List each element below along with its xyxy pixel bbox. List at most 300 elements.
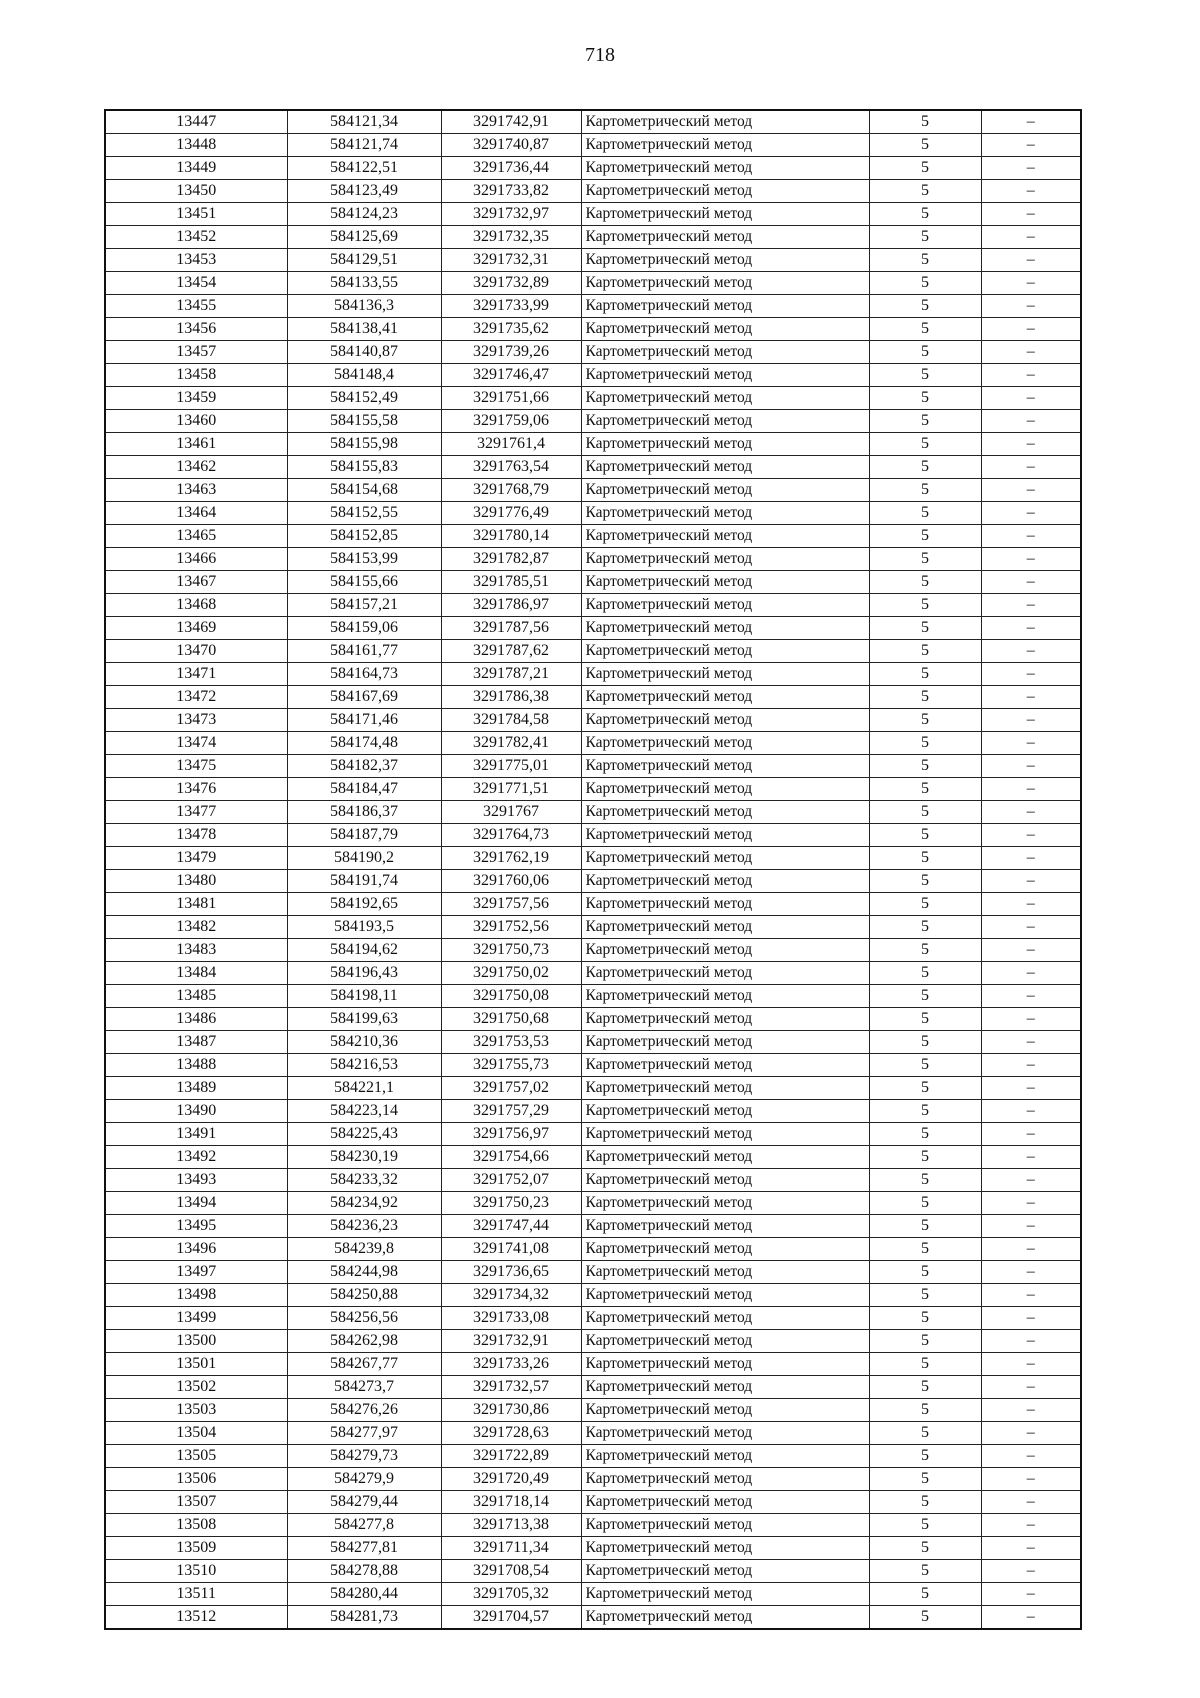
table-row (105, 180, 1081, 203)
accuracy-cell: 5 (869, 686, 981, 709)
point-number-cell: 13487 (105, 1031, 287, 1054)
table-row (105, 801, 1081, 824)
y-coordinate-cell: 3291711,34 (441, 1537, 581, 1560)
point-number-cell: 13496 (105, 1238, 287, 1261)
description-cell: – (981, 110, 1081, 134)
method-cell: Картометрический метод (581, 916, 869, 939)
x-coordinate-cell: 584157,21 (287, 594, 441, 617)
method-cell: Картометрический метод (581, 617, 869, 640)
description-cell: – (981, 962, 1081, 985)
accuracy-cell: 5 (869, 571, 981, 594)
method-cell: Картометрический метод (581, 272, 869, 295)
y-coordinate-cell: 3291735,62 (441, 318, 581, 341)
description-cell: – (981, 571, 1081, 594)
description-cell: – (981, 893, 1081, 916)
description-cell: – (981, 134, 1081, 157)
accuracy-cell: 5 (869, 778, 981, 801)
accuracy-cell: 5 (869, 594, 981, 617)
point-number-cell: 13453 (105, 249, 287, 272)
x-coordinate-cell: 584182,37 (287, 755, 441, 778)
y-coordinate-cell: 3291771,51 (441, 778, 581, 801)
method-cell: Картометрический метод (581, 134, 869, 157)
method-cell: Картометрический метод (581, 157, 869, 180)
y-coordinate-cell: 3291757,56 (441, 893, 581, 916)
method-cell: Картометрический метод (581, 1445, 869, 1468)
method-cell: Картометрический метод (581, 433, 869, 456)
method-cell: Картометрический метод (581, 1123, 869, 1146)
accuracy-cell: 5 (869, 1537, 981, 1560)
method-cell: Картометрический метод (581, 686, 869, 709)
point-number-cell: 13467 (105, 571, 287, 594)
y-coordinate-cell: 3291718,14 (441, 1491, 581, 1514)
y-coordinate-cell: 3291755,73 (441, 1054, 581, 1077)
point-number-cell: 13495 (105, 1215, 287, 1238)
y-coordinate-cell: 3291752,56 (441, 916, 581, 939)
accuracy-cell: 5 (869, 1123, 981, 1146)
point-number-cell: 13465 (105, 525, 287, 548)
method-cell: Картометрический метод (581, 1077, 869, 1100)
y-coordinate-cell: 3291753,53 (441, 1031, 581, 1054)
y-coordinate-cell: 3291784,58 (441, 709, 581, 732)
table-row (105, 1514, 1081, 1537)
point-number-cell: 13508 (105, 1514, 287, 1537)
x-coordinate-cell: 584198,11 (287, 985, 441, 1008)
method-cell: Картометрический метод (581, 502, 869, 525)
y-coordinate-cell: 3291733,26 (441, 1353, 581, 1376)
table-row (105, 1008, 1081, 1031)
method-cell: Картометрический метод (581, 1353, 869, 1376)
table-row (105, 663, 1081, 686)
x-coordinate-cell: 584250,88 (287, 1284, 441, 1307)
description-cell: – (981, 1192, 1081, 1215)
accuracy-cell: 5 (869, 962, 981, 985)
point-number-cell: 13476 (105, 778, 287, 801)
y-coordinate-cell: 3291750,68 (441, 1008, 581, 1031)
method-cell: Картометрический метод (581, 548, 869, 571)
description-cell: – (981, 479, 1081, 502)
description-cell: – (981, 1422, 1081, 1445)
point-number-cell: 13504 (105, 1422, 287, 1445)
x-coordinate-cell: 584152,55 (287, 502, 441, 525)
accuracy-cell: 5 (869, 456, 981, 479)
method-cell: Картометрический метод (581, 1261, 869, 1284)
description-cell: – (981, 1261, 1081, 1284)
x-coordinate-cell: 584155,66 (287, 571, 441, 594)
accuracy-cell: 5 (869, 1238, 981, 1261)
accuracy-cell: 5 (869, 1606, 981, 1630)
accuracy-cell: 5 (869, 180, 981, 203)
description-cell: – (981, 709, 1081, 732)
x-coordinate-cell: 584191,74 (287, 870, 441, 893)
table-row (105, 134, 1081, 157)
y-coordinate-cell: 3291736,65 (441, 1261, 581, 1284)
x-coordinate-cell: 584192,65 (287, 893, 441, 916)
accuracy-cell: 5 (869, 387, 981, 410)
accuracy-cell: 5 (869, 1146, 981, 1169)
x-coordinate-cell: 584279,9 (287, 1468, 441, 1491)
method-cell: Картометрический метод (581, 249, 869, 272)
table-row (105, 1123, 1081, 1146)
point-number-cell: 13507 (105, 1491, 287, 1514)
description-cell: – (981, 1445, 1081, 1468)
accuracy-cell: 5 (869, 1422, 981, 1445)
accuracy-cell: 5 (869, 847, 981, 870)
point-number-cell: 13455 (105, 295, 287, 318)
description-cell: – (981, 525, 1081, 548)
point-number-cell: 13479 (105, 847, 287, 870)
accuracy-cell: 5 (869, 410, 981, 433)
method-cell: Картометрический метод (581, 847, 869, 870)
y-coordinate-cell: 3291787,56 (441, 617, 581, 640)
accuracy-cell: 5 (869, 226, 981, 249)
point-number-cell: 13509 (105, 1537, 287, 1560)
y-coordinate-cell: 3291733,99 (441, 295, 581, 318)
method-cell: Картометрический метод (581, 226, 869, 249)
accuracy-cell: 5 (869, 110, 981, 134)
x-coordinate-cell: 584153,99 (287, 548, 441, 571)
description-cell: – (981, 1353, 1081, 1376)
point-number-cell: 13475 (105, 755, 287, 778)
y-coordinate-cell: 3291708,54 (441, 1560, 581, 1583)
accuracy-cell: 5 (869, 1376, 981, 1399)
description-cell: – (981, 548, 1081, 571)
point-number-cell: 13469 (105, 617, 287, 640)
description-cell: – (981, 686, 1081, 709)
x-coordinate-cell: 584244,98 (287, 1261, 441, 1284)
description-cell: – (981, 663, 1081, 686)
method-cell: Картометрический метод (581, 341, 869, 364)
description-cell: – (981, 1307, 1081, 1330)
point-number-cell: 13454 (105, 272, 287, 295)
point-number-cell: 13488 (105, 1054, 287, 1077)
x-coordinate-cell: 584136,3 (287, 295, 441, 318)
method-cell: Картометрический метод (581, 1537, 869, 1560)
x-coordinate-cell: 584225,43 (287, 1123, 441, 1146)
point-number-cell: 13498 (105, 1284, 287, 1307)
description-cell: – (981, 1491, 1081, 1514)
table-row (105, 364, 1081, 387)
x-coordinate-cell: 584124,23 (287, 203, 441, 226)
table-row (105, 1583, 1081, 1606)
description-cell: – (981, 456, 1081, 479)
x-coordinate-cell: 584279,44 (287, 1491, 441, 1514)
x-coordinate-cell: 584199,63 (287, 1008, 441, 1031)
method-cell: Картометрический метод (581, 1491, 869, 1514)
table-row (105, 479, 1081, 502)
y-coordinate-cell: 3291742,91 (441, 110, 581, 134)
table-row (105, 778, 1081, 801)
y-coordinate-cell: 3291732,57 (441, 1376, 581, 1399)
accuracy-cell: 5 (869, 525, 981, 548)
table-row (105, 249, 1081, 272)
point-number-cell: 13448 (105, 134, 287, 157)
point-number-cell: 13500 (105, 1330, 287, 1353)
table-row (105, 640, 1081, 663)
x-coordinate-cell: 584152,49 (287, 387, 441, 410)
description-cell: – (981, 341, 1081, 364)
point-number-cell: 13510 (105, 1560, 287, 1583)
accuracy-cell: 5 (869, 1008, 981, 1031)
table-row (105, 502, 1081, 525)
accuracy-cell: 5 (869, 341, 981, 364)
y-coordinate-cell: 3291739,26 (441, 341, 581, 364)
x-coordinate-cell: 584129,51 (287, 249, 441, 272)
y-coordinate-cell: 3291751,66 (441, 387, 581, 410)
x-coordinate-cell: 584221,1 (287, 1077, 441, 1100)
method-cell: Картометрический метод (581, 1146, 869, 1169)
x-coordinate-cell: 584133,55 (287, 272, 441, 295)
x-coordinate-cell: 584155,58 (287, 410, 441, 433)
method-cell: Картометрический метод (581, 387, 869, 410)
description-cell: – (981, 387, 1081, 410)
y-coordinate-cell: 3291728,63 (441, 1422, 581, 1445)
x-coordinate-cell: 584277,97 (287, 1422, 441, 1445)
point-number-cell: 13484 (105, 962, 287, 985)
method-cell: Картометрический метод (581, 1031, 869, 1054)
x-coordinate-cell: 584210,36 (287, 1031, 441, 1054)
description-cell: – (981, 1330, 1081, 1353)
x-coordinate-cell: 584171,46 (287, 709, 441, 732)
method-cell: Картометрический метод (581, 110, 869, 134)
y-coordinate-cell: 3291732,89 (441, 272, 581, 295)
description-cell: – (981, 1583, 1081, 1606)
x-coordinate-cell: 584159,06 (287, 617, 441, 640)
description-cell: – (981, 203, 1081, 226)
method-cell: Картометрический метод (581, 295, 869, 318)
table-row (105, 456, 1081, 479)
table-row (105, 1606, 1081, 1630)
x-coordinate-cell: 584122,51 (287, 157, 441, 180)
table-row (105, 295, 1081, 318)
table-row (105, 732, 1081, 755)
point-number-cell: 13502 (105, 1376, 287, 1399)
method-cell: Картометрический метод (581, 180, 869, 203)
description-cell: – (981, 755, 1081, 778)
x-coordinate-cell: 584161,77 (287, 640, 441, 663)
y-coordinate-cell: 3291761,4 (441, 433, 581, 456)
description-cell: – (981, 617, 1081, 640)
accuracy-cell: 5 (869, 1054, 981, 1077)
x-coordinate-cell: 584167,69 (287, 686, 441, 709)
y-coordinate-cell: 3291763,54 (441, 456, 581, 479)
accuracy-cell: 5 (869, 364, 981, 387)
description-cell: – (981, 778, 1081, 801)
point-number-cell: 13474 (105, 732, 287, 755)
description-cell: – (981, 824, 1081, 847)
description-cell: – (981, 1054, 1081, 1077)
description-cell: – (981, 249, 1081, 272)
point-number-cell: 13449 (105, 157, 287, 180)
accuracy-cell: 5 (869, 134, 981, 157)
x-coordinate-cell: 584138,41 (287, 318, 441, 341)
method-cell: Картометрический метод (581, 1606, 869, 1630)
description-cell: – (981, 870, 1081, 893)
method-cell: Картометрический метод (581, 1330, 869, 1353)
description-cell: – (981, 640, 1081, 663)
table-row (105, 1192, 1081, 1215)
point-number-cell: 13447 (105, 110, 287, 134)
table-row (105, 203, 1081, 226)
method-cell: Картометрический метод (581, 410, 869, 433)
point-number-cell: 13451 (105, 203, 287, 226)
y-coordinate-cell: 3291750,23 (441, 1192, 581, 1215)
table-row (105, 1399, 1081, 1422)
y-coordinate-cell: 3291732,91 (441, 1330, 581, 1353)
description-cell: – (981, 1146, 1081, 1169)
point-number-cell: 13471 (105, 663, 287, 686)
table-row (105, 1169, 1081, 1192)
point-number-cell: 13503 (105, 1399, 287, 1422)
accuracy-cell: 5 (869, 1399, 981, 1422)
y-coordinate-cell: 3291705,32 (441, 1583, 581, 1606)
accuracy-cell: 5 (869, 295, 981, 318)
table-row (105, 525, 1081, 548)
point-number-cell: 13463 (105, 479, 287, 502)
point-number-cell: 13482 (105, 916, 287, 939)
method-cell: Картометрический метод (581, 801, 869, 824)
table-row (105, 1146, 1081, 1169)
table-row (105, 1238, 1081, 1261)
description-cell: – (981, 410, 1081, 433)
description-cell: – (981, 732, 1081, 755)
table-row (105, 1031, 1081, 1054)
method-cell: Картометрический метод (581, 962, 869, 985)
method-cell: Картометрический метод (581, 732, 869, 755)
method-cell: Картометрический метод (581, 1468, 869, 1491)
method-cell: Картометрический метод (581, 1054, 869, 1077)
x-coordinate-cell: 584236,23 (287, 1215, 441, 1238)
y-coordinate-cell: 3291732,35 (441, 226, 581, 249)
accuracy-cell: 5 (869, 916, 981, 939)
point-number-cell: 13505 (105, 1445, 287, 1468)
method-cell: Картометрический метод (581, 824, 869, 847)
method-cell: Картометрический метод (581, 594, 869, 617)
table-row (105, 1445, 1081, 1468)
y-coordinate-cell: 3291756,97 (441, 1123, 581, 1146)
method-cell: Картометрический метод (581, 1514, 869, 1537)
table-row (105, 1284, 1081, 1307)
method-cell: Картометрический метод (581, 1583, 869, 1606)
point-number-cell: 13511 (105, 1583, 287, 1606)
method-cell: Картометрический метод (581, 778, 869, 801)
point-number-cell: 13468 (105, 594, 287, 617)
description-cell: – (981, 502, 1081, 525)
x-coordinate-cell: 584281,73 (287, 1606, 441, 1630)
method-cell: Картометрический метод (581, 870, 869, 893)
method-cell: Картометрический метод (581, 456, 869, 479)
y-coordinate-cell: 3291786,97 (441, 594, 581, 617)
x-coordinate-cell: 584193,5 (287, 916, 441, 939)
table-row (105, 939, 1081, 962)
y-coordinate-cell: 3291759,06 (441, 410, 581, 433)
x-coordinate-cell: 584194,62 (287, 939, 441, 962)
y-coordinate-cell: 3291750,02 (441, 962, 581, 985)
y-coordinate-cell: 3291741,08 (441, 1238, 581, 1261)
y-coordinate-cell: 3291775,01 (441, 755, 581, 778)
table-row (105, 318, 1081, 341)
description-cell: – (981, 847, 1081, 870)
point-number-cell: 13493 (105, 1169, 287, 1192)
accuracy-cell: 5 (869, 157, 981, 180)
table-row (105, 985, 1081, 1008)
table-row (105, 617, 1081, 640)
accuracy-cell: 5 (869, 732, 981, 755)
accuracy-cell: 5 (869, 203, 981, 226)
point-number-cell: 13491 (105, 1123, 287, 1146)
description-cell: – (981, 364, 1081, 387)
method-cell: Картометрический метод (581, 1376, 869, 1399)
point-number-cell: 13456 (105, 318, 287, 341)
point-number-cell: 13458 (105, 364, 287, 387)
description-cell: – (981, 1169, 1081, 1192)
method-cell: Картометрический метод (581, 479, 869, 502)
description-cell: – (981, 1077, 1081, 1100)
description-cell: – (981, 295, 1081, 318)
point-number-cell: 13499 (105, 1307, 287, 1330)
description-cell: – (981, 1468, 1081, 1491)
description-cell: – (981, 180, 1081, 203)
accuracy-cell: 5 (869, 548, 981, 571)
point-number-cell: 13512 (105, 1606, 287, 1630)
table-row (105, 548, 1081, 571)
x-coordinate-cell: 584280,44 (287, 1583, 441, 1606)
method-cell: Картометрический метод (581, 1284, 869, 1307)
description-cell: – (981, 1008, 1081, 1031)
table-row (105, 1422, 1081, 1445)
table-row (105, 1376, 1081, 1399)
method-cell: Картометрический метод (581, 893, 869, 916)
table-row (105, 1077, 1081, 1100)
y-coordinate-cell: 3291733,08 (441, 1307, 581, 1330)
description-cell: – (981, 272, 1081, 295)
x-coordinate-cell: 584233,32 (287, 1169, 441, 1192)
x-coordinate-cell: 584223,14 (287, 1100, 441, 1123)
y-coordinate-cell: 3291750,73 (441, 939, 581, 962)
table-row (105, 870, 1081, 893)
description-cell: – (981, 1537, 1081, 1560)
accuracy-cell: 5 (869, 479, 981, 502)
point-number-cell: 13452 (105, 226, 287, 249)
point-number-cell: 13450 (105, 180, 287, 203)
description-cell: – (981, 1376, 1081, 1399)
table-row (105, 893, 1081, 916)
x-coordinate-cell: 584184,47 (287, 778, 441, 801)
accuracy-cell: 5 (869, 272, 981, 295)
x-coordinate-cell: 584276,26 (287, 1399, 441, 1422)
description-cell: – (981, 433, 1081, 456)
table-row (105, 686, 1081, 709)
x-coordinate-cell: 584216,53 (287, 1054, 441, 1077)
x-coordinate-cell: 584148,4 (287, 364, 441, 387)
x-coordinate-cell: 584164,73 (287, 663, 441, 686)
y-coordinate-cell: 3291722,89 (441, 1445, 581, 1468)
table-row (105, 226, 1081, 249)
coordinates-table (104, 109, 1082, 1630)
y-coordinate-cell: 3291752,07 (441, 1169, 581, 1192)
accuracy-cell: 5 (869, 801, 981, 824)
description-cell: – (981, 157, 1081, 180)
x-coordinate-cell: 584273,7 (287, 1376, 441, 1399)
table-row (105, 1100, 1081, 1123)
y-coordinate-cell: 3291750,08 (441, 985, 581, 1008)
point-number-cell: 13478 (105, 824, 287, 847)
table-row (105, 410, 1081, 433)
y-coordinate-cell: 3291787,62 (441, 640, 581, 663)
x-coordinate-cell: 584121,34 (287, 110, 441, 134)
table-row (105, 272, 1081, 295)
method-cell: Картометрический метод (581, 1238, 869, 1261)
y-coordinate-cell: 3291732,97 (441, 203, 581, 226)
